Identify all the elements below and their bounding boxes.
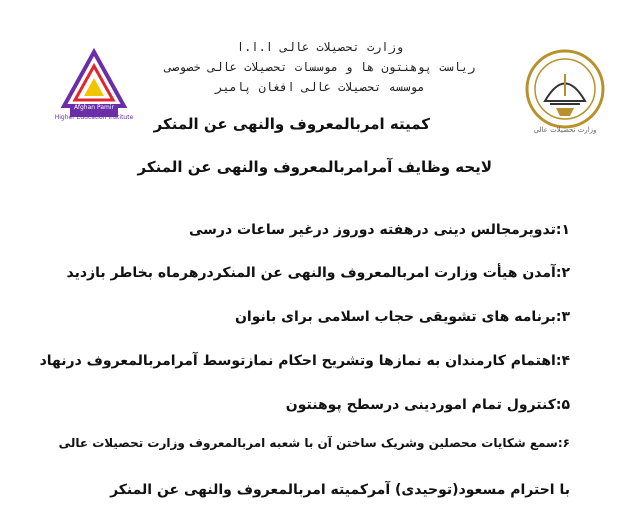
logo-left-text: Afghan Pamir [73,104,114,111]
logo-right-caption: وزارت تحصیلات عالی [533,126,597,134]
list-item: ۶:سمع شکایات محصلین وشریک ساختن آن با شعبه امربالمعروف وزارت تحصیلات عالی [58,436,570,450]
committee-title: کمیته امربالمعروف والنهی عن المنکر [153,115,430,133]
logo-left-subtitle: Higher Education Institute [54,114,134,121]
list-item: ۲:آمدن هیأت وزارت امربالمعروف والنهی عن المنکردرهرماه بخاطر بازدید [66,265,570,281]
list-item: ۵:کنترول تمام اموردینی درسطح پوهنتون [285,397,570,413]
ministry-logo [520,46,610,132]
closing-signature-line: با احترام مسعود(توحیدی) آمرکمیته امربالمعروف والنهی عن المنکر [110,482,570,498]
header-line-3: موسسه تحصیلات عالی افغان پامیر [215,80,425,94]
header-line-1: وزارت تحصیلات عالی ا.ا.ا [236,40,404,54]
document-title: لایحه وظایف آمرامربالمعروف والنهی عن المنکر [137,158,492,176]
list-item: ۴:اهتمام کارمندان به نمازها وتشریح احکام نمازتوسط آمرامربالمعروف درنهاد [39,353,570,369]
list-item: ۱:تدویرمجالس دینی درهفته دوروز درغیر ساعات درسی [188,222,570,238]
header-line-2: ریاست پوهنتون ها و موسسات تحصیلات عالی خصوصی [164,60,476,74]
list-item: ۳:برنامه های تشویقی حجاب اسلامی برای بانوان [234,309,570,325]
